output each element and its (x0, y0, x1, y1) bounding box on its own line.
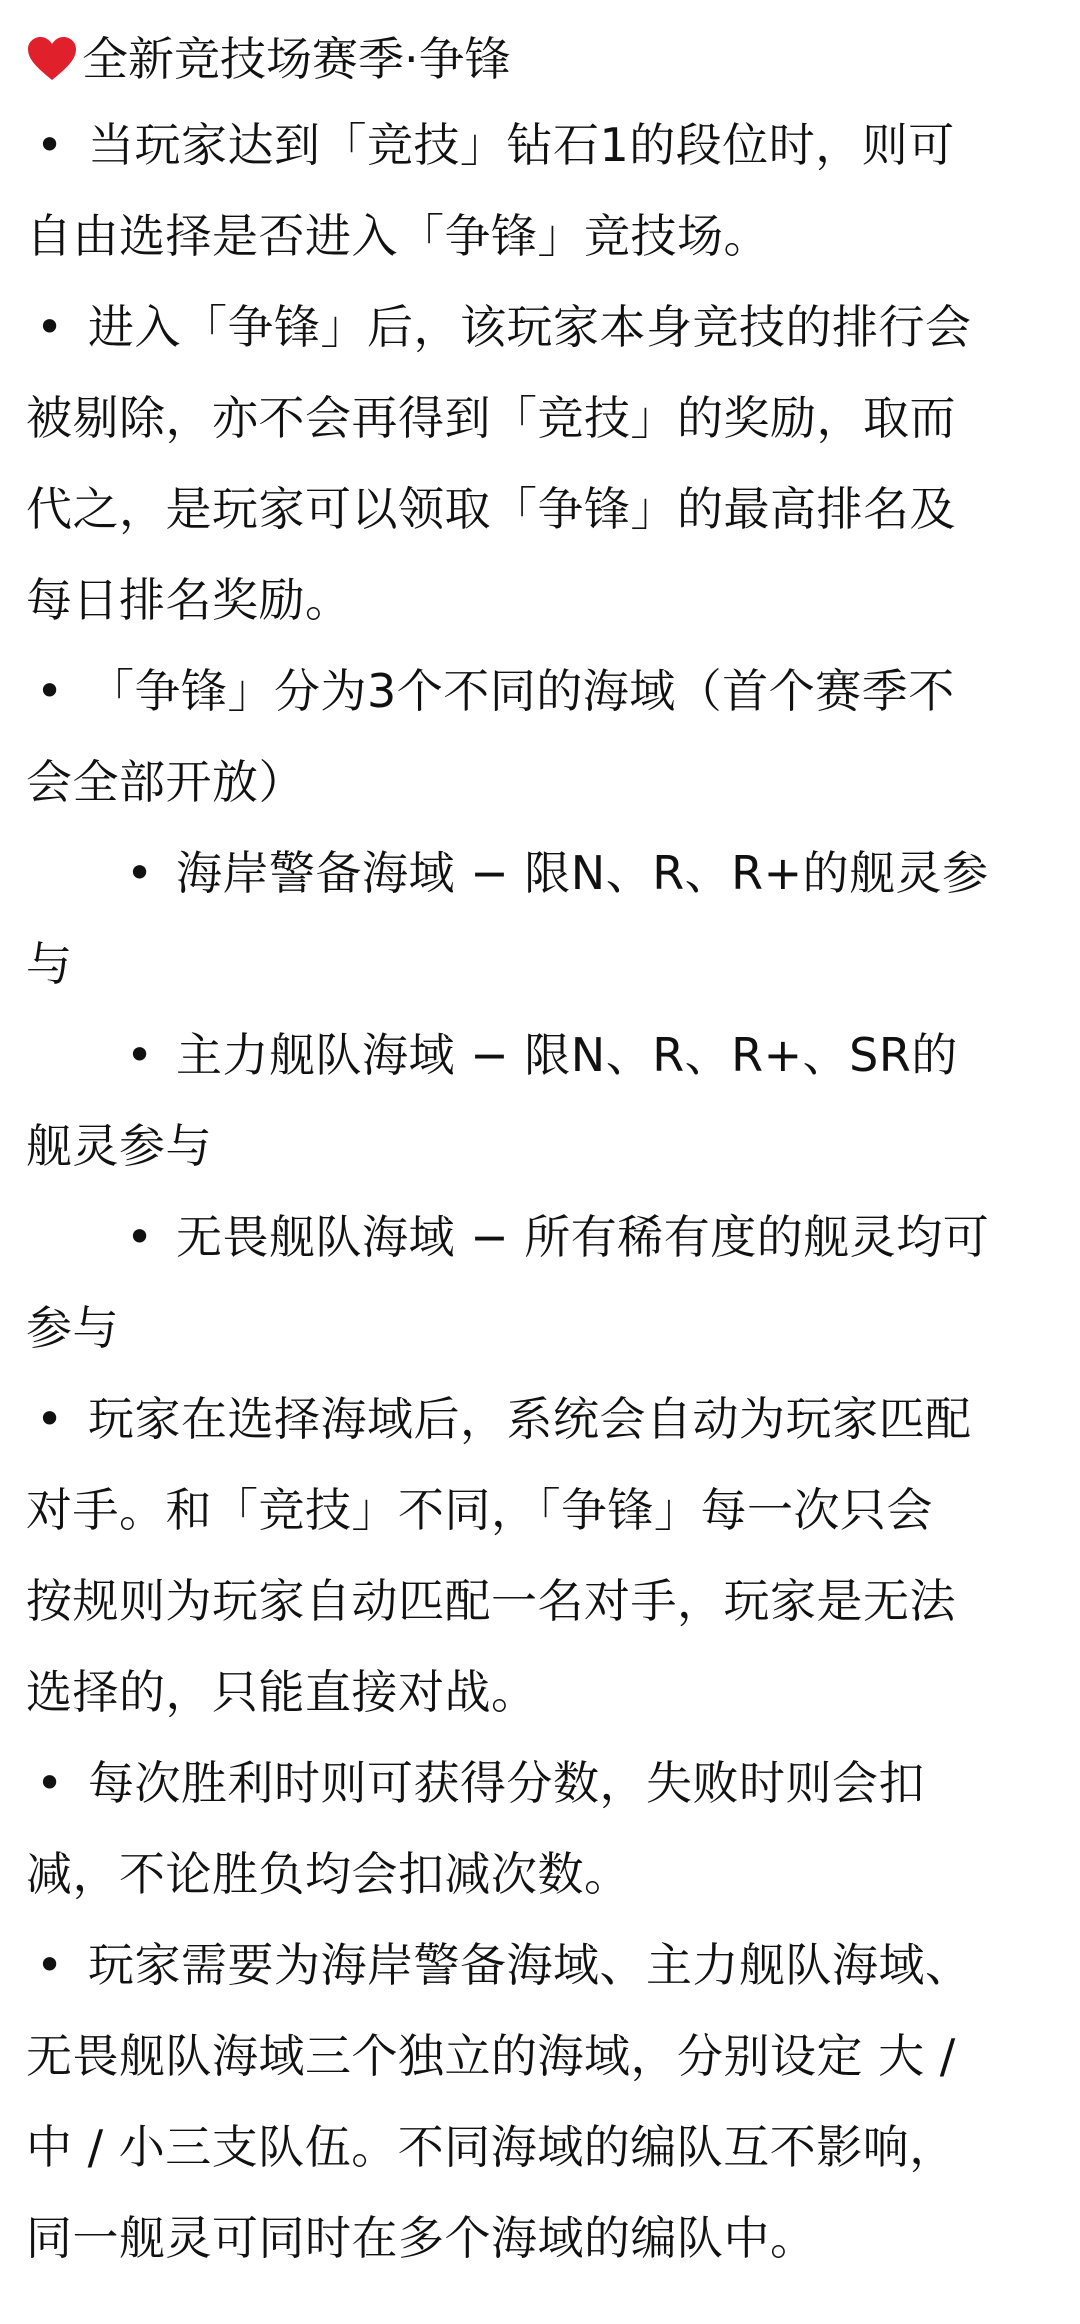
page-title: 全新竞技场赛季·争锋 (82, 32, 511, 86)
bullet-marker: • (36, 118, 64, 172)
list-item-text: 选择的，只能直接对战。 (26, 1665, 538, 1719)
list-item-text: 与 (26, 937, 73, 991)
list-item-text: 舰灵参与 (26, 1119, 212, 1173)
list-item (26, 100, 1056, 282)
list-item-line (26, 1829, 1056, 1920)
list-item-text: 按规则为玩家自动匹配一名对手，玩家是无法 (26, 1574, 956, 1628)
list-item-line (26, 191, 1056, 282)
list-item-text: 进入「争锋」后，该玩家本身竞技的排行会 (88, 300, 972, 354)
list-item-line (26, 464, 1056, 555)
list-item-line (26, 1738, 1056, 1829)
list-item-text: 同一舰灵可同时在多个海域的编队中。 (26, 2211, 817, 2265)
list-item-line (26, 919, 1056, 1010)
list-item-line (26, 1101, 1056, 1192)
bullet-marker: • (36, 300, 64, 354)
list-item-text: 被剔除，亦不会再得到「竞技」的奖励，取而 (26, 391, 956, 445)
list-item-line (26, 2193, 1056, 2284)
list-item-text: 减，不论胜负均会扣减次数。 (26, 1847, 631, 1901)
bullet-marker: • (36, 1756, 64, 1810)
list-item (26, 1920, 1056, 2284)
list-item-line (26, 100, 1056, 191)
list-item-text: 参与 (26, 1301, 119, 1355)
list-item-text: 「争锋」分为3个不同的海域（首个赛季不 (88, 664, 955, 718)
list-item-text: 每日排名奖励。 (26, 573, 352, 627)
document (26, 18, 1056, 2284)
list-item-line (26, 1920, 1056, 2011)
bullet-marker: • (126, 1210, 154, 1264)
list-item (26, 1738, 1056, 1920)
list-item-line (26, 1283, 1056, 1374)
list-item-line (26, 1556, 1056, 1647)
list-item-text: 玩家需要为海岸警备海域、主力舰队海域、 (88, 1938, 972, 1992)
list-item-line (26, 828, 1056, 919)
heart-icon (26, 36, 78, 82)
list-item-line (26, 282, 1056, 373)
list-item-text: 玩家在选择海域后，系统会自动为玩家匹配 (88, 1392, 972, 1446)
list-item-line (26, 1192, 1056, 1283)
list-item (26, 646, 1056, 828)
list-item-line (26, 646, 1056, 737)
list-item-text: 自由选择是否进入「争锋」竞技场。 (26, 209, 770, 263)
bullet-marker: • (36, 664, 64, 718)
list-item-line (26, 737, 1056, 828)
list-item-text: 当玩家达到「竞技」钻石1的段位时，则可 (88, 118, 955, 172)
list-item-line (26, 373, 1056, 464)
list-item-line (26, 1010, 1056, 1101)
bullet-list (26, 100, 1056, 2284)
list-item (26, 1374, 1056, 1738)
list-item-text: 会全部开放） (26, 755, 305, 809)
list-item-line (26, 1647, 1056, 1738)
list-item-line (26, 2011, 1056, 2102)
list-item-text: 无畏舰队海域三个独立的海域，分别设定 大 / (26, 2029, 956, 2083)
sub-list-item (26, 1010, 1056, 1192)
bullet-marker: • (36, 1938, 64, 1992)
list-item-text: 每次胜利时则可获得分数，失败时则会扣 (88, 1756, 925, 1810)
bullet-marker: • (126, 846, 154, 900)
list-item-line (26, 555, 1056, 646)
list-item-text: 对手。和「竞技」不同，「争锋」每一次只会 (26, 1483, 933, 1537)
list-item (26, 282, 1056, 646)
list-item-line (26, 2102, 1056, 2193)
bullet-marker: • (36, 1392, 64, 1446)
bullet-marker: • (126, 1028, 154, 1082)
list-item-line (26, 1465, 1056, 1556)
list-item-text: 无畏舰队海域 − 所有稀有度的舰灵均可 (176, 1210, 990, 1264)
sub-list-item (26, 1192, 1056, 1374)
list-item-text: 海岸警备海域 − 限N、R、R+的舰灵参 (176, 846, 989, 900)
list-item-line (26, 1374, 1056, 1465)
list-item-text: 中 / 小三支队伍。不同海域的编队互不影响， (26, 2120, 956, 2174)
sub-list-item (26, 828, 1056, 1010)
list-item-text: 代之，是玩家可以领取「争锋」的最高排名及 (26, 482, 956, 536)
list-item-text: 主力舰队海域 − 限N、R、R+、SR的 (176, 1028, 958, 1082)
title-row (26, 18, 1056, 100)
